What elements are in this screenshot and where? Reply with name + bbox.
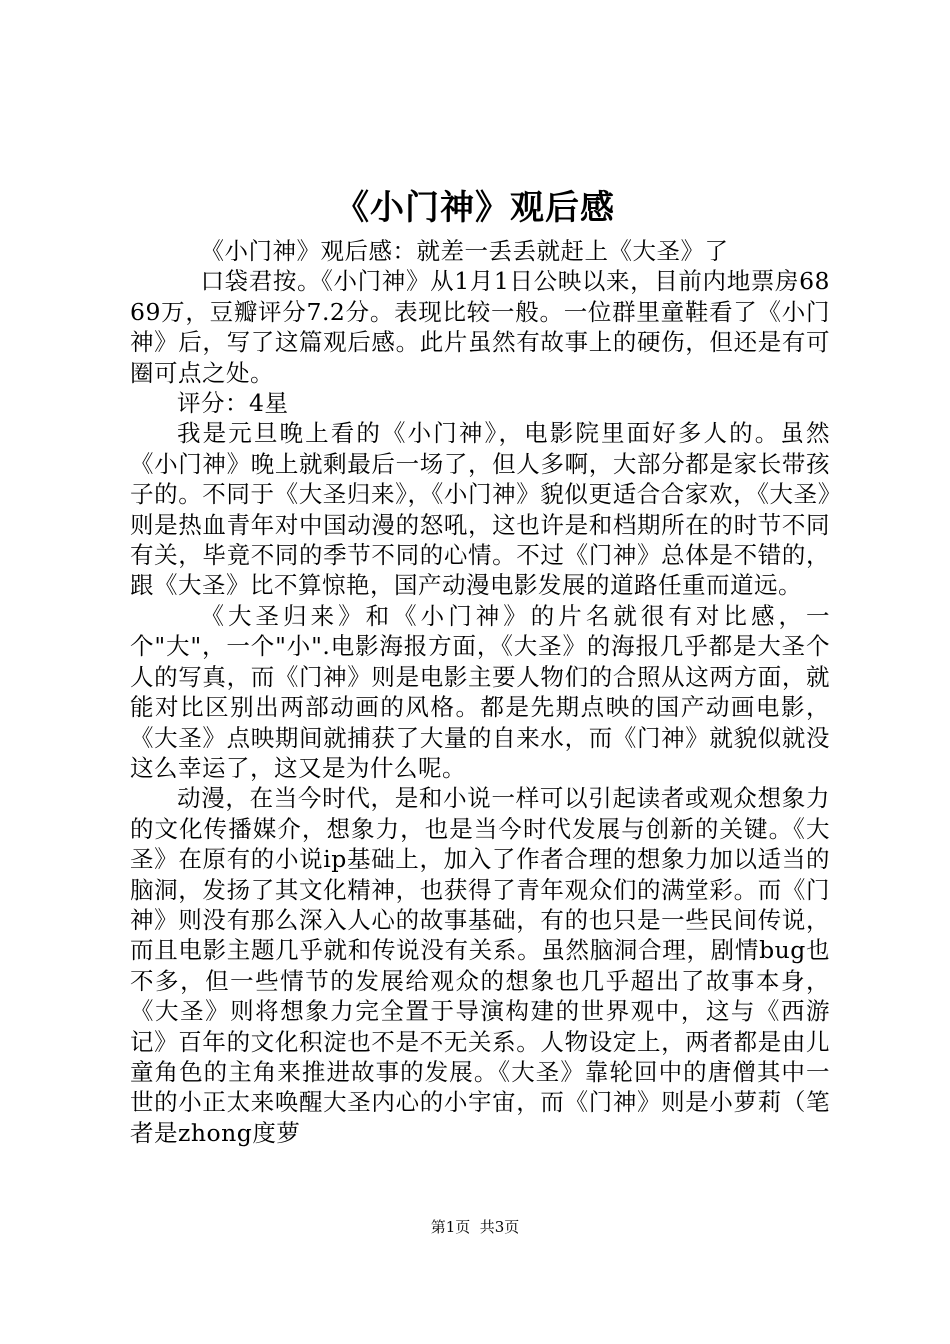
document-title: 《小门神》观后感 bbox=[335, 188, 615, 228]
body-paragraph: 《大圣归来》和《小门神》的片名就很有对比感，一个"大"，一个"小".电影海报方面，《大圣》的海报几乎都是大圣个人的写真，而《门神》则是电影主要人物们的合照从这两方面，就能对比区别出两部动画的风格。都是先期点映的国产动画电影，《大圣》点映期间就捕获了大量的自来水，而《门神》就貌似就没这么幸运了，这又是为什么呢。 bbox=[130, 601, 830, 782]
page-number: 第1页 共3页 bbox=[430, 1218, 520, 1236]
document-body bbox=[130, 236, 830, 1148]
intro-paragraph: 口袋君按。《小门神》从1月1日公映以来，目前内地票房6869万，豆瓣评分7.2分。表现比较一般。一位群里童鞋看了《小门神》后，写了这篇观后感。此片虽然有故事上的硬伤，但还是有可圈可点之处。 bbox=[130, 267, 830, 387]
body-paragraph: 动漫，在当今时代，是和小说一样可以引起读者或观众想象力的文化传播媒介，想象力，也是当今时代发展与创新的关键。《大圣》在原有的小说ip基础上，加入了作者合理的想象力加以适当的脑洞，发扬了其文化精神，也获得了青年观众们的满堂彩。而《门神》则没有那么深入人心的故事基础，有的也只是一些民间传说，而且电影主题几乎就和传说没有关系。虽然脑洞合理，剧情bug也不多，但一些情节的发展给观众的想象也几乎超出了故事本身，《大圣》则将想象力完全置于导演构建的世界观中，这与《西游记》百年的文化积淀也不是不无关系。人物设定上，两者都是由儿童角色的主角来推进故事的发展。《大圣》靠轮回中的唐僧其中一世的小正太来唤醒大圣内心的小宇宙，而《门神》则是小萝莉（笔者是zhong度萝 bbox=[130, 784, 830, 1147]
rating-paragraph: 评分：4星 bbox=[177, 389, 289, 418]
subtitle-paragraph: 《小门神》观后感：就差一丢丢就赶上《大圣》了 bbox=[200, 237, 729, 265]
page-footer bbox=[0, 1217, 950, 1237]
body-paragraph: 我是元旦晚上看的《小门神》，电影院里面好多人的。虽然《小门神》晚上就剩最后一场了，但人多啊，大部分都是家长带孩子的。不同于《大圣归来》，《小门神》貌似更适合合家欢，《大圣》则是热血青年对中国动漫的怒吼，这也许是和档期所在的时节不同有关，毕竟不同的季节不同的心情。不过《门神》总体是不错的，跟《大圣》比不算惊艳，国产动漫电影发展的道路任重而道远。 bbox=[130, 419, 830, 600]
